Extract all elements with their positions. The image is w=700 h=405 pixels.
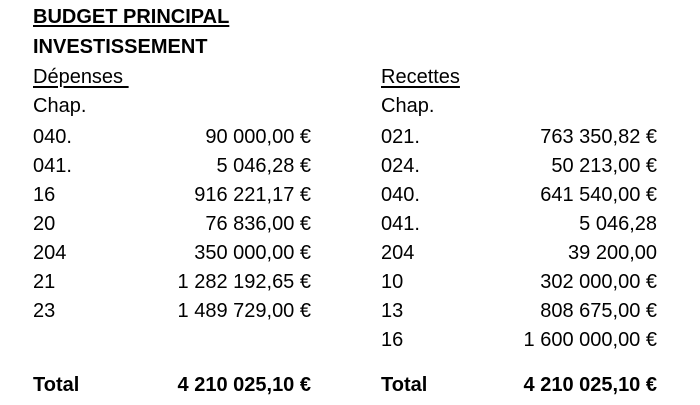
recettes-total-value: 4 210 025,10 €: [523, 374, 657, 396]
recettes-table: [381, 123, 657, 355]
recettes-heading: Recettes: [381, 66, 460, 88]
depenses-heading: Dépenses: [33, 66, 129, 88]
table-row: [33, 152, 311, 181]
table-row: [381, 239, 657, 268]
amount-value: 1 489 729,00 €: [177, 300, 311, 322]
chapter-code: 040.: [381, 184, 420, 206]
table-row: [33, 181, 311, 210]
chapter-code: 23: [33, 300, 56, 322]
table-row: [381, 297, 657, 326]
table-row: [381, 181, 657, 210]
amount-value: 5 046,28: [579, 213, 657, 235]
chapter-code: 041.: [33, 155, 72, 177]
amount-value: 763 350,82 €: [540, 126, 657, 148]
table-row: [33, 123, 311, 152]
depenses-total-value: 4 210 025,10 €: [177, 374, 311, 396]
table-row: [33, 297, 311, 326]
page-title: BUDGET PRINCIPAL: [33, 6, 230, 28]
chapter-code: 20: [33, 213, 56, 235]
amount-value: 5 046,28 €: [216, 155, 311, 177]
chapter-code: 204: [33, 242, 67, 264]
amount-value: 90 000,00 €: [205, 126, 311, 148]
amount-value: 302 000,00 €: [540, 271, 657, 293]
amount-value: 350 000,00 €: [194, 242, 311, 264]
depenses-chap-header: Chap.: [33, 95, 87, 117]
depenses-total-label: Total: [33, 374, 80, 396]
amount-value: 1 282 192,65 €: [177, 271, 311, 293]
chapter-code: 13: [381, 300, 404, 322]
amount-value: 1 600 000,00 €: [523, 329, 657, 351]
table-row: [381, 268, 657, 297]
table-row: [33, 239, 311, 268]
table-row: [381, 326, 657, 355]
chapter-code: 021.: [381, 126, 420, 148]
chapter-code: 21: [33, 271, 56, 293]
amount-value: 808 675,00 €: [540, 300, 657, 322]
chapter-code: 16: [381, 329, 404, 351]
amount-value: 916 221,17 €: [194, 184, 311, 206]
amount-value: 39 200,00: [568, 242, 657, 264]
chapter-code: 024.: [381, 155, 420, 177]
chapter-code: 204: [381, 242, 415, 264]
amount-value: 76 836,00 €: [205, 213, 311, 235]
chapter-code: 10: [381, 271, 404, 293]
table-row: [381, 210, 657, 239]
chapter-code: 040.: [33, 126, 72, 148]
table-row: [381, 123, 657, 152]
amount-value: 50 213,00 €: [551, 155, 657, 177]
recettes-total-label: Total: [381, 374, 428, 396]
chapter-code: 041.: [381, 213, 420, 235]
amount-value: 641 540,00 €: [540, 184, 657, 206]
table-row: [33, 268, 311, 297]
recettes-chap-header: Chap.: [381, 95, 435, 117]
section-title: INVESTISSEMENT: [33, 36, 208, 58]
chapter-code: 16: [33, 184, 56, 206]
depenses-table: [33, 123, 311, 326]
table-row: [33, 210, 311, 239]
table-row: [381, 152, 657, 181]
